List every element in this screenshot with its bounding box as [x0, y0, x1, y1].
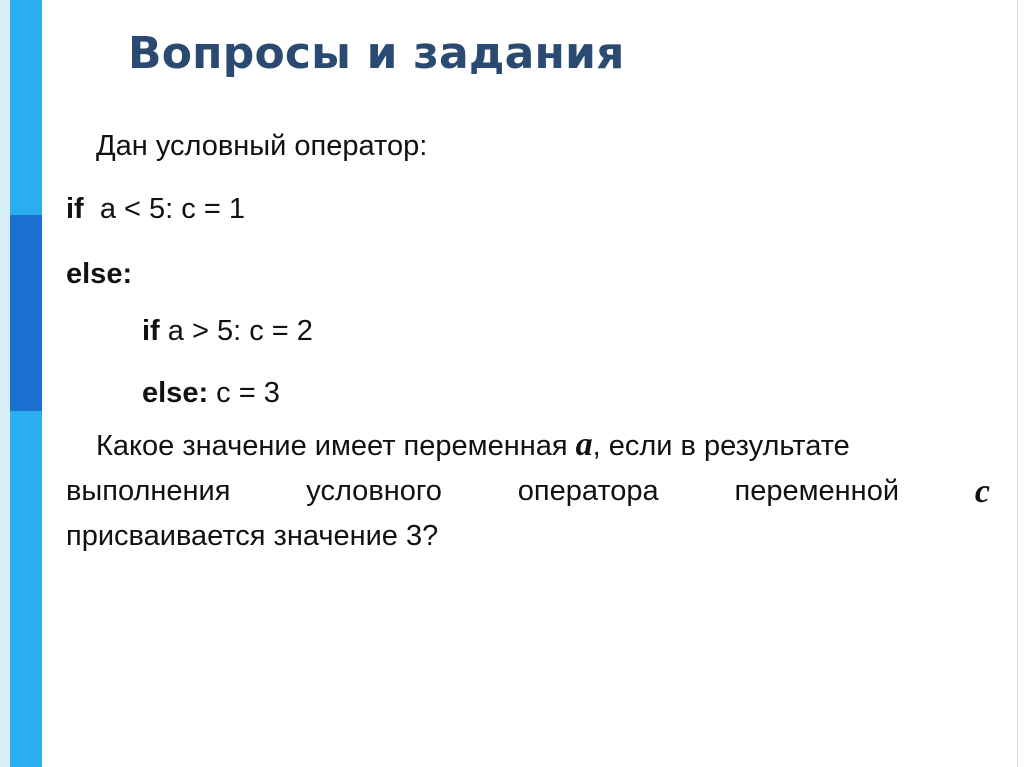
- question-line-3: присваивается значение 3?: [66, 520, 439, 552]
- question-line-1: [66, 422, 990, 469]
- code-line-3: [142, 315, 313, 348]
- code-keyword-if: if: [66, 193, 84, 225]
- code-keyword-else-nested: else:: [142, 377, 209, 409]
- left-accent-bar: [0, 0, 42, 767]
- code-else-assignment: c = 3: [216, 377, 280, 409]
- variable-a: a: [575, 426, 593, 463]
- question-part-1: Какое значение имеет переменная: [96, 430, 576, 462]
- code-line-1: [66, 193, 245, 226]
- question-part-2: , если в результате: [592, 430, 850, 462]
- intro-text: Дан условный оператор:: [96, 130, 428, 162]
- code-line-4: [142, 377, 280, 410]
- slide-title: Вопросы и задания: [128, 28, 625, 79]
- accent-bar-edge: [0, 0, 10, 767]
- code-keyword-if-nested: if: [142, 315, 160, 347]
- code-nested-condition: a > 5: c = 2: [167, 315, 313, 347]
- right-border-line: [1017, 0, 1018, 767]
- code-condition: a < 5: c = 1: [99, 193, 245, 225]
- code-line-2: [66, 258, 132, 291]
- variable-c: c: [974, 473, 990, 510]
- question-text: [66, 422, 990, 559]
- question-line-2: [66, 469, 990, 514]
- question-word: переменной: [734, 475, 900, 507]
- question-word: условного: [306, 475, 442, 507]
- code-keyword-else: else:: [66, 258, 133, 290]
- question-word: выполнения: [66, 475, 231, 507]
- question-word: оператора: [517, 475, 659, 507]
